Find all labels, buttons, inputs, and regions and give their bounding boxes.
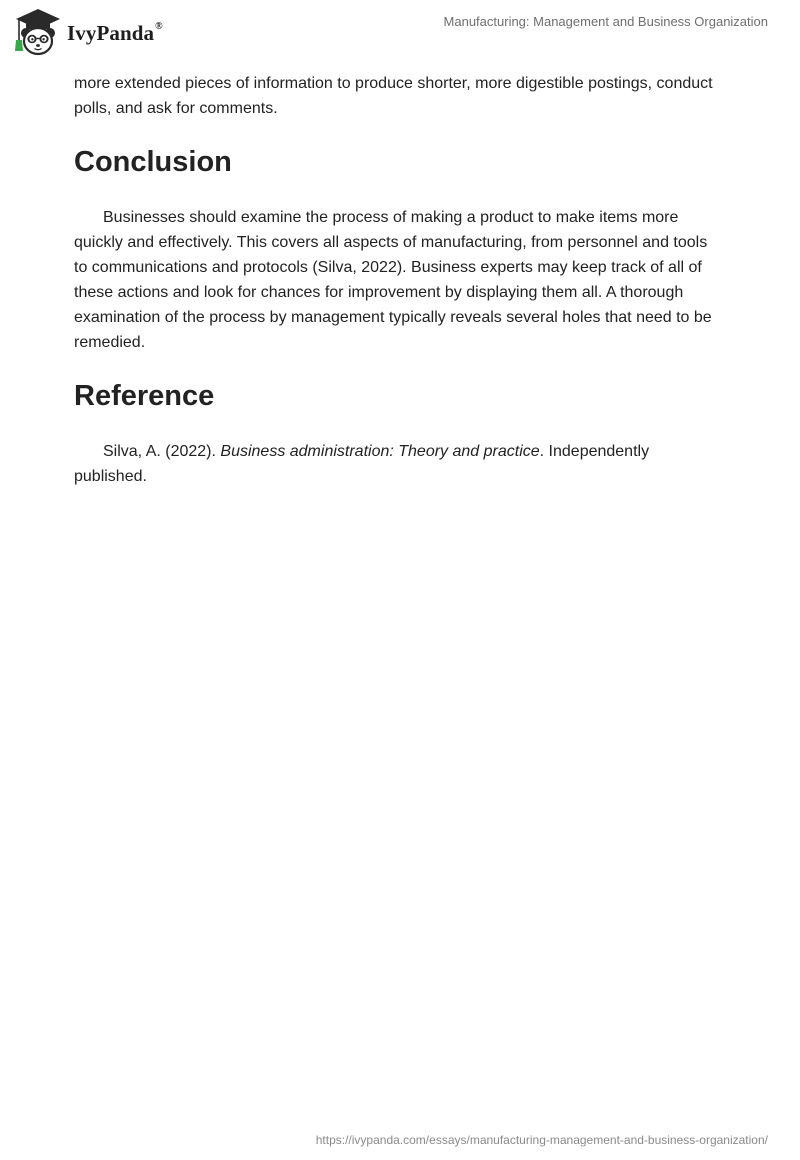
- reference-title: Business administration: Theory and practice: [220, 443, 540, 460]
- reference-publisher: . Independently published.: [74, 443, 650, 485]
- page-header: [0, 0, 800, 64]
- reference-heading: Reference: [74, 380, 215, 412]
- footer-source-link[interactable]: https://ivypanda.com/essays/manufacturing-management-and-business-organization/: [315, 1133, 768, 1147]
- ivypanda-logo[interactable]: [15, 8, 163, 56]
- conclusion-paragraph: Businesses should examine the process of making a product to make items more quickly and effectively. This covers all aspects of manufacturing, from personnel and tools to communications and protocols (Silva, 2022). Business experts may keep track of all of these actions and look for chances for improvement by displaying them all. A thorough examination of the process by management typically reveals several holes that need to be remedied.: [74, 209, 712, 351]
- document-body: [74, 71, 724, 489]
- reference-author-year: Silva, A. (2022).: [103, 443, 221, 460]
- reference-entry: [74, 439, 724, 489]
- conclusion-heading: Conclusion: [74, 146, 232, 178]
- brand-name: IvyPanda®: [67, 20, 163, 45]
- document-title: Manufacturing: Management and Business Organization: [443, 14, 768, 29]
- intro-continuation-paragraph: more extended pieces of information to produce shorter, more digestible postings, conduct polls, and ask for comments.: [74, 75, 713, 117]
- panda-graduate-icon: [15, 8, 61, 56]
